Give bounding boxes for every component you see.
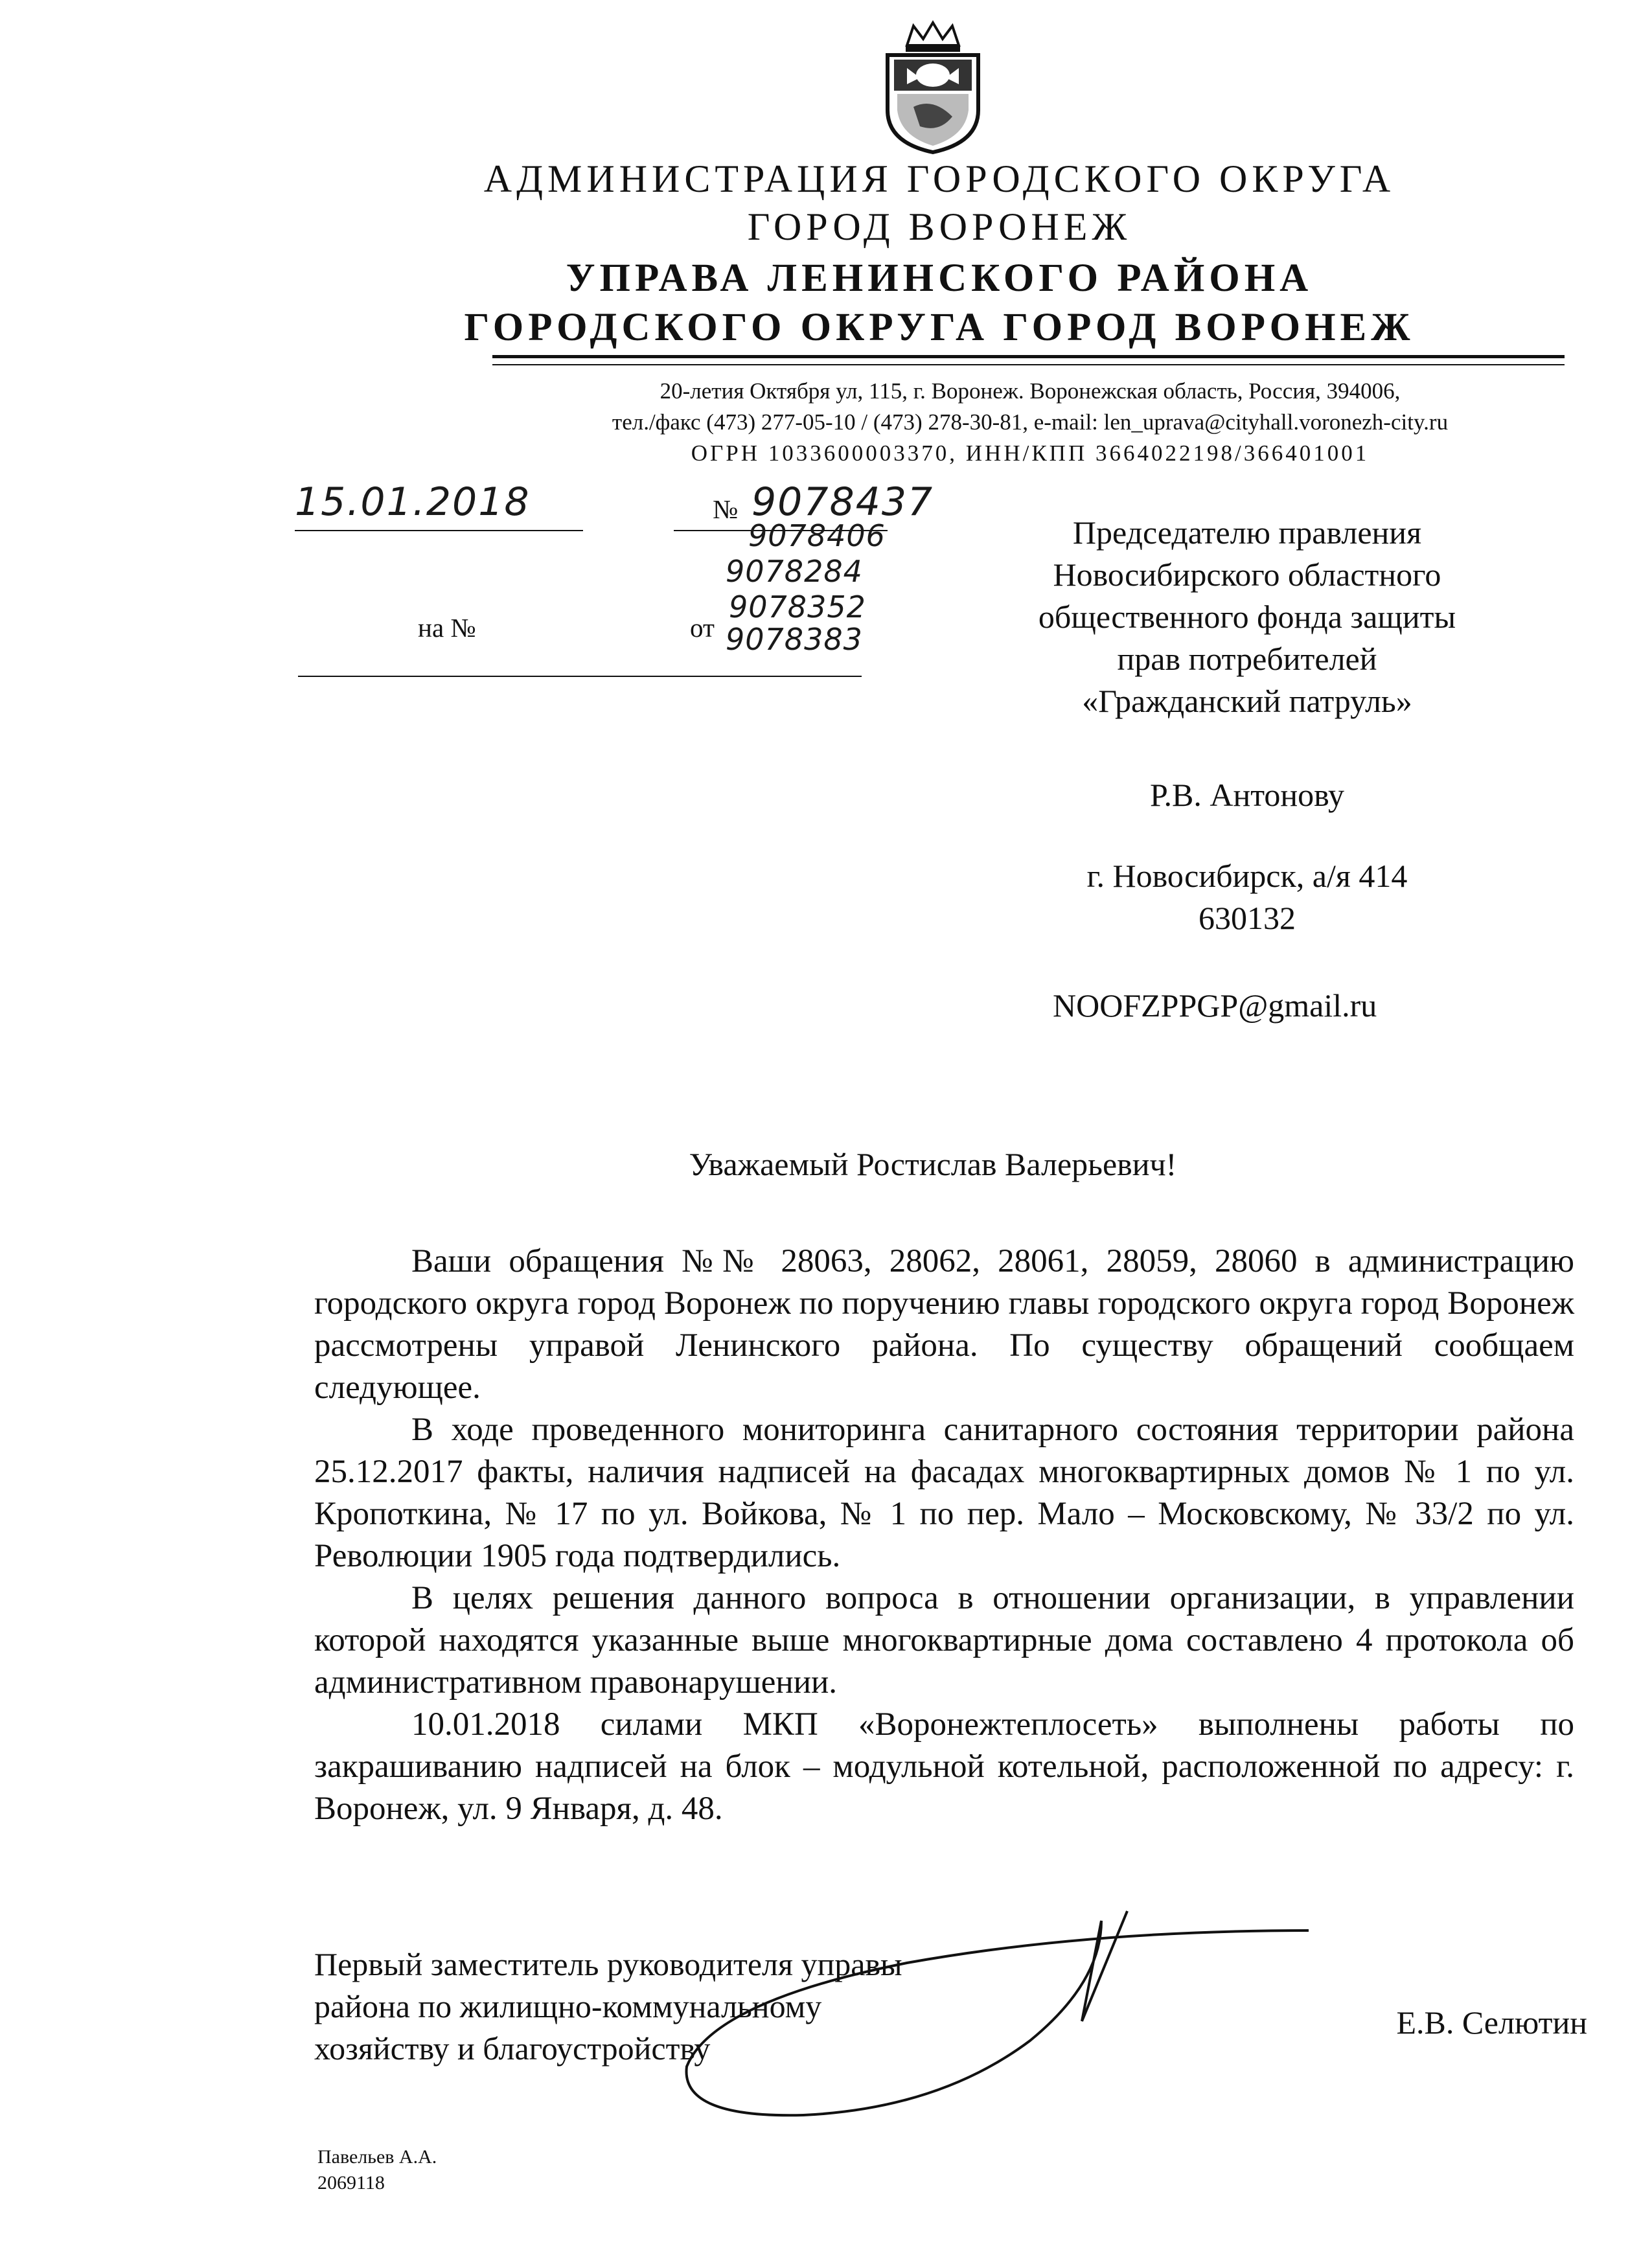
number-label: № [713,494,739,524]
recipient-email: NOOFZPPGP@gmail.ru [1053,987,1377,1024]
letterhead-ogrn: ОГРН 1033600003370, ИНН/КПП 3664022198/366401001 [691,441,1370,466]
body-paragraph-2: В ходе проведенного мониторинга санитарного состояния территории района 25.12.2017 факты, наличия надписей на фасадах многоквартирных домов № 1 по ул. Кропоткина, № 17 по ул. Войкова, № 1 по пер. Мало – Московскому, № 33/2 по ул. Революции 1905 года подтвердились. [314,1412,1574,1574]
footer-executor-block [317,2144,437,2196]
handwritten-number-3: 9078284 [726,554,863,589]
greeting: Уважаемый Ростислав Валерьевич! [689,1146,1177,1182]
recipient-name: Р.В. Антонову [1149,777,1345,813]
handwritten-number-5: 9078383 [726,622,863,657]
ref-number-label: на № [418,613,476,643]
ref-line [298,676,862,677]
date-line [295,530,583,531]
coat-of-arms-emblem-icon [868,19,998,155]
letterhead-admin-line1: АДМИНИСТРАЦИЯ ГОРОДСКОГО ОКРУГА [483,157,1395,200]
ref-from-label: от [690,613,715,643]
signatory-title-line2: района по жилищно-коммунальному [314,1988,822,2024]
recipient-address: г. Новосибирск, а/я 414 [1086,858,1408,894]
signatory-title-line3: хозяйству и благоустройству [314,2030,711,2067]
letter-body [314,1241,1574,1830]
recipient-line4: прав потребителей [1117,641,1377,677]
letterhead-admin-line2: ГОРОД ВОРОНЕЖ [747,205,1132,248]
letterhead-uprava-line1: УПРАВА ЛЕНИНСКОГО РАЙОНА [566,257,1313,300]
letterhead-rule-thin [492,364,1565,365]
body-paragraph-1: Ваши обращения №№ 28063, 28062, 28061, 28059, 28060 в администрацию городского округа город Воронеж по поручению главы городского округа город Воронеж рассмотрены управой Ленинского района. По существу обращений сообщаем следующее. [314,1243,1574,1406]
handwritten-signature-icon [635,1892,1322,2138]
letterhead-rule-thick [492,355,1565,358]
outgoing-number: 9078437 [751,479,934,525]
letterhead-uprava-line2: ГОРОДСКОГО ОКРУГА ГОРОД ВОРОНЕЖ [464,306,1415,349]
letterhead-address: 20-летия Октября ул, 115, г. Воронеж. Воронежская область, Россия, 394006, [660,378,1401,404]
signatory-name: Е.В. Селютин [1396,2004,1587,2041]
handwritten-number-2: 9078406 [748,518,886,553]
recipient-line5: «Гражданский патруль» [1082,683,1412,719]
signatory-title-line1: Первый заместитель руководителя управы [314,1946,902,1982]
executor-phone: 2069118 [317,2172,385,2194]
handwritten-number-4: 9078352 [729,590,866,624]
recipient-line1: Председателю правления [1072,514,1422,551]
body-paragraph-4: 10.01.2018 силами МКП «Воронежтеплосеть» выполнены работы по закрашиванию надписей на блок – модульной котельной, расположенной по адресу: г. Воронеж, ул. 9 Января, д. 48. [314,1706,1574,1827]
body-paragraph-3: В целях решения данного вопроса в отношении организации, в управлении которой находятся указанные выше многоквартирные дома составлено 4 протокола об административном правонарушении. [314,1580,1574,1701]
recipient-line3: общественного фонда защиты [1038,599,1456,635]
recipient-line2: Новосибирского областного [1053,556,1441,593]
executor-name: Павельев А.А. [317,2146,437,2168]
outgoing-date: 15.01.2018 [295,479,531,525]
letterhead-contacts: тел./факс (473) 277-05-10 / (473) 278-30-81, e-mail: len_uprava@cityhall.voronezh-city.ru [612,409,1449,435]
recipient-postcode: 630132 [1199,900,1296,936]
